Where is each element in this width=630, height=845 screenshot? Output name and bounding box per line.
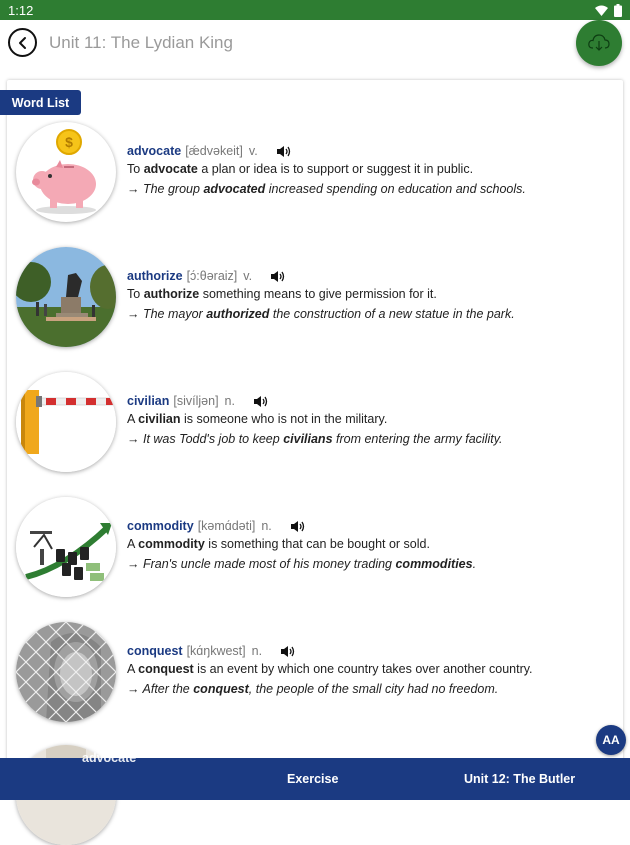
word-title: conquest [127, 644, 183, 658]
chevron-left-icon [16, 36, 30, 50]
example-sentence: → It was Todd's job to keep civilians from entering the army facility. [127, 432, 503, 446]
word-title: commodity [127, 519, 194, 533]
bottom-nav [0, 751, 630, 800]
nav-next-unit[interactable]: Unit 12: The Butler [464, 772, 576, 786]
word-header [127, 644, 296, 658]
statue-photo [16, 247, 116, 347]
example-sentence: → The group advocated increased spending on education and schools. [127, 182, 526, 196]
word-header [127, 519, 306, 533]
word-header [127, 394, 269, 408]
oil-barrels-icon [16, 497, 116, 597]
phonetic: [ɔ́:θəraiz] [186, 269, 238, 283]
word-entry-civilian [0, 370, 630, 488]
phonetic: [sivíljən] [173, 394, 219, 408]
word-title: civilian [127, 394, 170, 408]
nav-previous-word[interactable]: advocate [82, 751, 137, 765]
piggy-bank-icon [16, 122, 116, 222]
word-title: authorize [127, 269, 183, 283]
part-of-speech: n. [261, 519, 272, 533]
word-header [127, 144, 292, 158]
speaker-icon[interactable] [280, 645, 296, 658]
font-size-button[interactable]: AA [596, 725, 626, 755]
example-sentence: → After the conquest, the people of the small city had no freedom. [127, 682, 499, 696]
battery-icon [614, 4, 622, 17]
nav-exercise[interactable]: Exercise [287, 772, 339, 786]
word-list-tag: Word List [0, 90, 81, 115]
page-title: Unit 11: The Lydian King [49, 33, 233, 52]
back-button[interactable] [8, 28, 37, 57]
speaker-icon[interactable] [253, 395, 269, 408]
word-entry-authorize [0, 245, 630, 363]
phonetic: [kɑ́ŋkwest] [186, 644, 246, 658]
app-bar [0, 20, 630, 66]
svg-text:$: $ [65, 134, 73, 150]
word-entry-commodity [0, 495, 630, 613]
definition: A civilian is someone who is not in the military. [127, 412, 388, 426]
phonetic: [ǽdvəkeit] [185, 144, 243, 158]
cloud-download-icon [588, 34, 610, 52]
word-header [127, 269, 286, 283]
barrier-gate-icon [16, 372, 116, 472]
speaker-icon[interactable] [276, 145, 292, 158]
part-of-speech: n. [251, 644, 263, 658]
part-of-speech: n. [224, 394, 235, 408]
part-of-speech: v. [243, 269, 253, 283]
definition: A conquest is an event by which one country takes over another country. [127, 662, 533, 676]
word-entry-advocate [0, 120, 630, 238]
definition: A commodity is something that can be bought or sold. [127, 537, 430, 551]
example-sentence: → Fran's uncle made most of his money trading commodities. [127, 557, 477, 571]
example-sentence: → The mayor authorized the construction of a new statue in the park. [127, 307, 515, 321]
status-icons [595, 4, 622, 17]
status-bar [0, 0, 630, 20]
word-title: advocate [127, 144, 182, 158]
speaker-icon[interactable] [290, 520, 306, 533]
definition: To advocate a plan or idea is to support or suggest it in public. [127, 162, 474, 176]
part-of-speech: v. [248, 144, 258, 158]
wifi-icon [595, 5, 608, 16]
fence-photo [16, 622, 116, 722]
clock: 1:12 [8, 2, 34, 18]
phonetic: [kəmɑ́dəti] [197, 519, 256, 533]
definition: To authorize something means to give permission for it. [127, 287, 437, 301]
download-button[interactable] [576, 20, 622, 66]
word-entry-conquest [0, 620, 630, 738]
speaker-icon[interactable] [270, 270, 286, 283]
